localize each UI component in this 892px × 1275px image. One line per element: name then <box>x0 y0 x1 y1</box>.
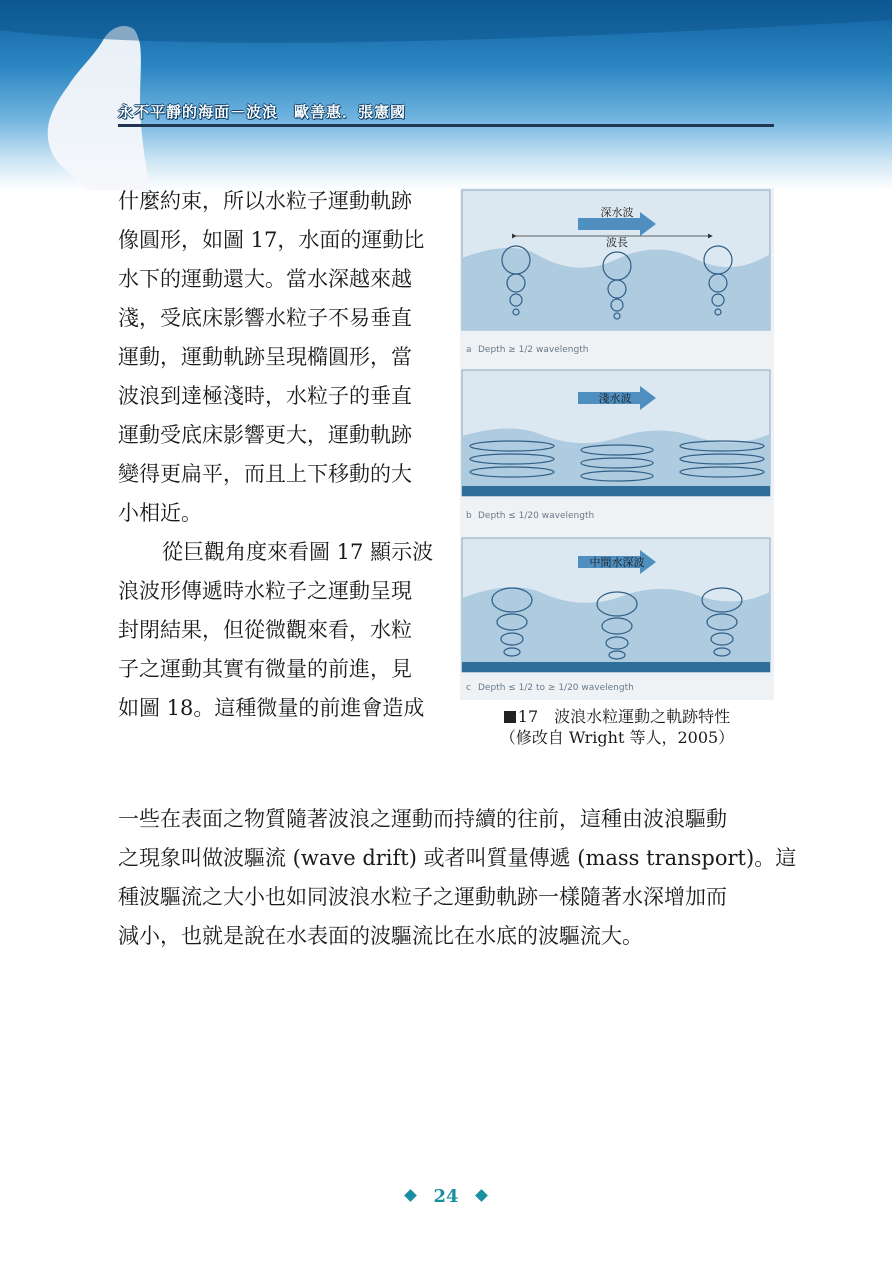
caption-source: （修改自 Wright 等人，2005） <box>499 728 735 747</box>
paragraph2-line: 減小，也就是說在水表面的波驅流比在水底的波驅流大。 <box>118 924 643 948</box>
paragraph2-line: 從巨觀角度來看圖 17 顯示波 <box>162 540 434 564</box>
panel-b-depth-caption: Depth ≤ 1/20 wavelength <box>478 511 595 521</box>
paragraph1-line: 什麼約束，所以水粒子運動軌跡 <box>118 189 412 213</box>
paragraph1-line: 波浪到達極淺時，水粒子的垂直 <box>118 384 412 408</box>
paragraph2-line: 如圖 18。這種微量的前進會造成 <box>118 696 425 720</box>
header-divider <box>118 124 774 127</box>
panel-c-depth-caption: Depth ≤ 1/2 to ≥ 1/20 wavelength <box>478 683 634 693</box>
panel-b-letter: b <box>466 511 472 521</box>
caption-title-line <box>460 706 774 727</box>
diamond-left-icon <box>405 1189 418 1202</box>
panel-a-depth-caption: Depth ≥ 1/2 wavelength <box>478 345 589 355</box>
figure-17-wave-orbits <box>460 188 774 700</box>
panel-a-title: 深水波 <box>600 206 634 219</box>
figure-marker-icon <box>504 711 516 723</box>
wide-text-block <box>118 800 797 956</box>
taiwan-island-shape <box>0 0 892 190</box>
paragraph1-line: 運動，運動軌跡呈現橢圓形，當 <box>118 345 412 369</box>
paragraph1-line: 像圓形，如圖 17，水面的運動比 <box>118 228 425 252</box>
header-banner <box>0 0 892 190</box>
panel-c-title: 中間水深波 <box>589 556 645 569</box>
figure-caption <box>460 706 774 748</box>
paragraph2-line: 子之運動其實有微量的前進，見 <box>118 657 412 681</box>
panel-c-intermediate-water <box>462 538 770 693</box>
narrow-text-column <box>118 182 453 728</box>
paragraph1-line: 小相近。 <box>118 501 202 525</box>
paragraph1-line: 水下的運動還大。當水深越來越 <box>118 267 412 291</box>
caption-title: 波浪水粒運動之軌跡特性 <box>554 707 731 726</box>
paragraph1-line: 運動受底床影響更大，運動軌跡 <box>118 423 412 447</box>
paragraph1-line: 淺，受底床影響水粒子不易垂直 <box>118 306 412 330</box>
page-number: 24 <box>433 1186 459 1207</box>
panel-b-title: 淺水波 <box>598 392 632 405</box>
running-header-title: 永不平靜的海面－波浪 歐善惠．張憲國 <box>118 103 407 121</box>
paragraph2-line: 浪波形傳遞時水粒子之運動呈現 <box>118 579 412 603</box>
paragraph2-line: 封閉結果，但從微觀來看，水粒 <box>118 618 412 642</box>
paragraph1-line: 變得更扁平，而且上下移動的大 <box>118 462 412 486</box>
wavelength-label: 波長 <box>606 236 628 249</box>
paragraph2-line: 之現象叫做波驅流 (wave drift) 或者叫質量傳遞 (mass transport)。這 <box>118 846 797 870</box>
panel-c-letter: c <box>466 683 471 693</box>
wave-orbit-diagram <box>460 188 774 700</box>
paragraph2-line: 一些在表面之物質隨著波浪之運動而持續的往前，這種由波浪驅動 <box>118 807 727 831</box>
page-footer <box>0 1186 892 1207</box>
caption-number: 17 <box>517 707 539 726</box>
diamond-right-icon <box>475 1189 488 1202</box>
panel-a-deep-water <box>462 190 770 355</box>
paragraph2-line: 種波驅流之大小也如同波浪水粒子之運動軌跡一樣隨著水深增加而 <box>118 885 727 909</box>
panel-a-letter: a <box>466 345 472 355</box>
